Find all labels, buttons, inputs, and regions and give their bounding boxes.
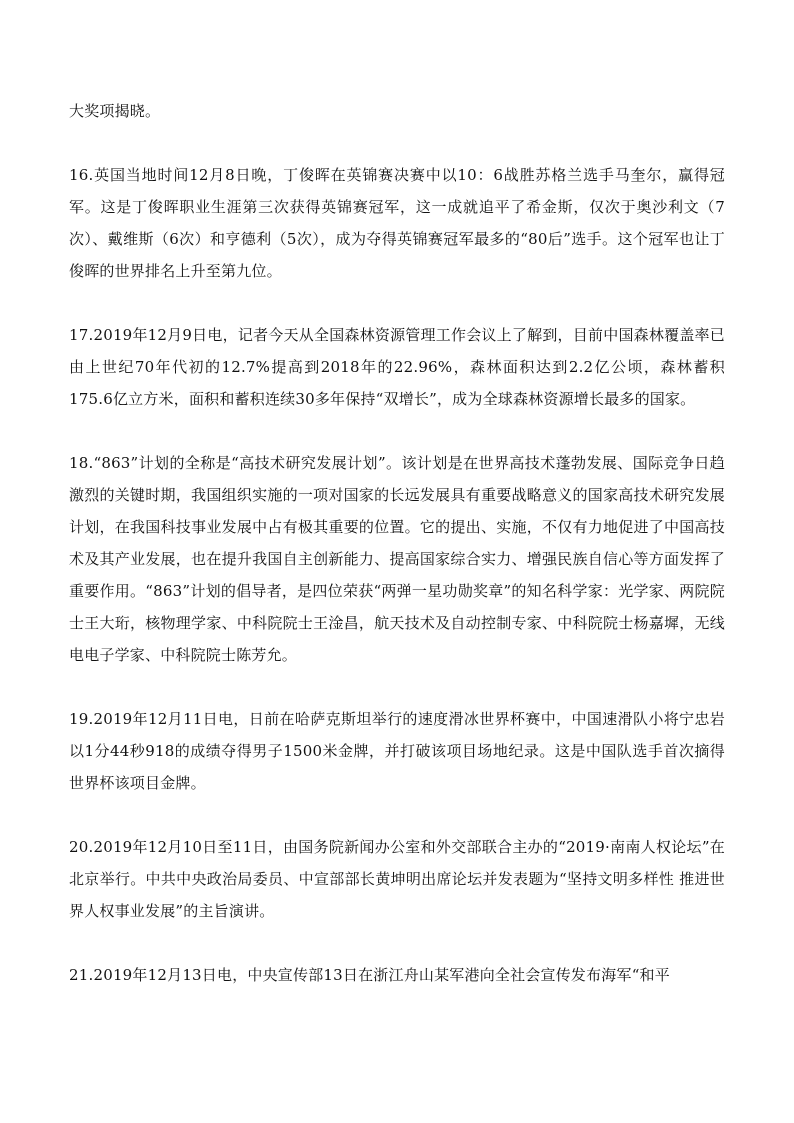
paragraph-spacer xyxy=(69,415,725,447)
paragraph-item-17: 17.2019年12月9日电，记者今天从全国森林资源管理工作会议上了解到，目前中国森林覆盖率已由上世纪70年代初的12.7%提高到2018年的22.96%，森林面积达到2.2亿公顷，森林蓄积175.6亿立方米，面积和蓄积连续30多年保持“双增长”，成为全球森林资源增长最多的国家。 xyxy=(69,326,725,408)
paragraph-spacer xyxy=(69,671,725,703)
paragraph-spacer xyxy=(69,127,725,159)
paragraph-item-19: 19.2019年12月11日电，日前在哈萨克斯坦举行的速度滑冰世界杯赛中，中国速滑队小将宁忠岩以1分44秒918的成绩夺得男子1500米金牌，并打破该项目场地纪录。这是中国队选手首次摘得世界杯该项目金牌。 xyxy=(69,710,725,792)
paragraph-item-20: 20.2019年12月10日至11日，由国务院新闻办公室和外交部联合主办的“2019·南南人权论坛”在北京举行。中共中央政治局委员、中宣部部长黄坤明出席论坛并发表题为“坚持文明多样性 推进世界人权事业发展”的主旨演讲。 xyxy=(69,838,725,920)
paragraph-item-18: 18.“863”计划的全称是“高技术研究发展计划”。该计划是在世界高技术蓬勃发展、国际竞争日趋激烈的关键时期，我国组织实施的一项对国家的长远发展具有重要战略意义的国家高技术研究发展计划，在我国科技事业发展中占有极其重要的位置。它的提出、实施，不仅有力地促进了中国高技术及其产业发展，也在提升我国自主创新能力、提高国家综合实力、增强民族自信心等方面发挥了重要作用。“863”计划的倡导者，是四位荣获“两弹一星功勋奖章”的知名科学家：光学家、两院院士王大珩，核物理学家、中科院院士王淦昌，航天技术及自动控制专家、中科院院士杨嘉墀，无线电电子学家、中科院院士陈芳允。 xyxy=(69,454,725,664)
paragraph-spacer xyxy=(69,927,725,959)
paragraph-spacer xyxy=(69,799,725,831)
paragraph-spacer xyxy=(69,287,725,319)
document-body xyxy=(69,95,725,991)
paragraph-award-ending: 大奖项揭晓。 xyxy=(69,102,161,120)
paragraph-item-16: 16.英国当地时间12月8日晚，丁俊晖在英锦赛决赛中以10：6战胜苏格兰选手马奎尔，赢得冠军。这是丁俊晖职业生涯第三次获得英锦赛冠军，这一成就追平了希金斯，仅次于奥沙利文（7次）、戴维斯（6次）和亨德利（5次），成为夺得英锦赛冠军最多的“80后”选手。这个冠军也让丁俊晖的世界排名上升至第九位。 xyxy=(69,166,725,280)
paragraph-item-21: 21.2019年12月13日电，中央宣传部13日在浙江舟山某军港向全社会宣传发布海军“和平 xyxy=(69,966,670,984)
